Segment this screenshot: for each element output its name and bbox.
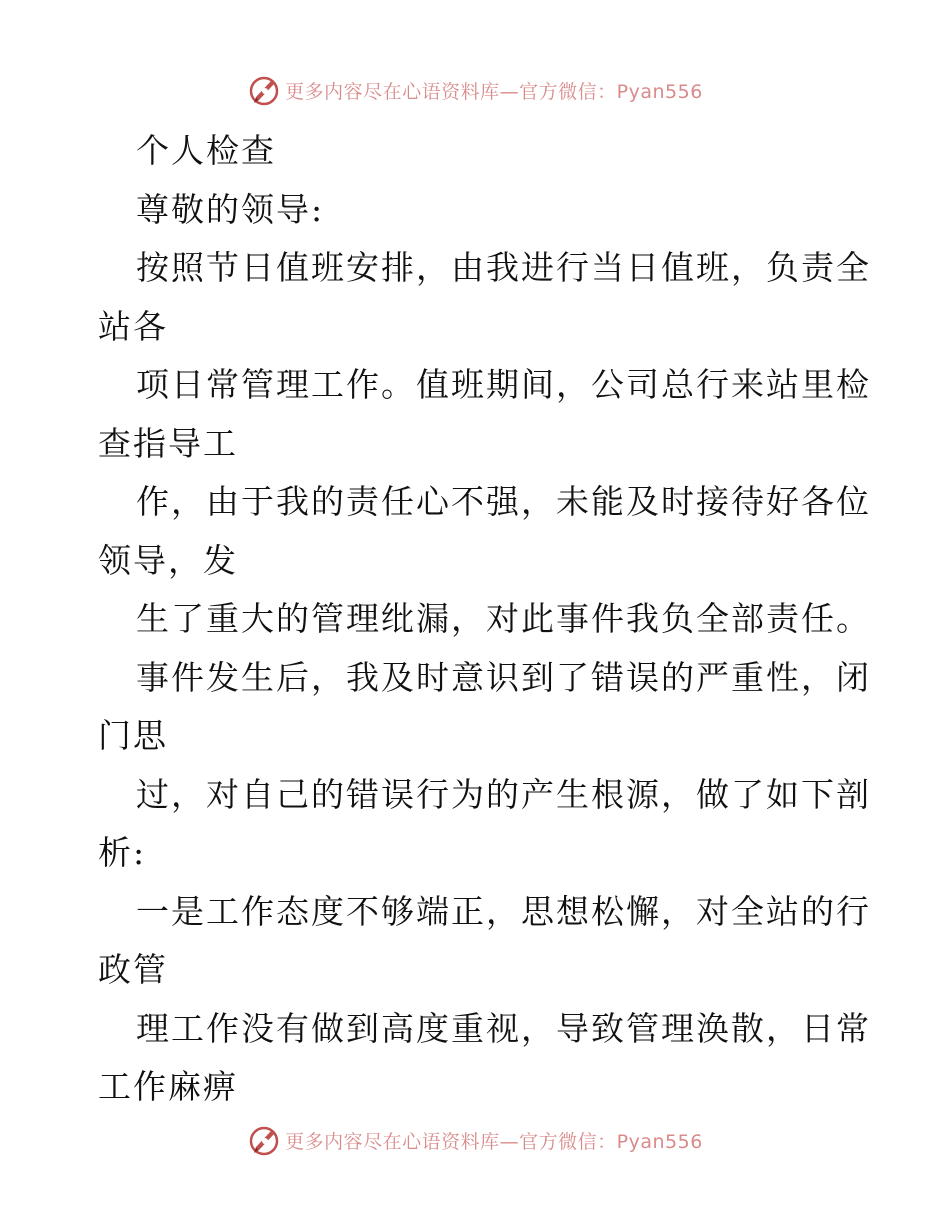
body-line: 按照节日值班安排，由我进行当日值班，负责全 bbox=[136, 248, 871, 287]
body-line: 理工作没有做到高度重视，导致管理涣散，日常 bbox=[136, 1008, 871, 1048]
body-line: 站各 bbox=[98, 306, 168, 346]
body-line: 工作麻痹 bbox=[98, 1067, 238, 1106]
body-line: 项日常管理工作。值班期间，公司总行来站里检 bbox=[136, 365, 871, 404]
body-line: 一是工作态度不够端正，思想松懈，对全站的行 bbox=[136, 891, 871, 931]
body-line: 事件发生后，我及时意识到了错误的严重性，闭 bbox=[136, 657, 871, 697]
body-line: 析: bbox=[98, 833, 147, 872]
body-line: 政管 bbox=[98, 950, 168, 989]
body-line: 领导，发 bbox=[98, 540, 238, 580]
watermark-text: 更多内容尽在心语资料库—官方微信：Pyan556 bbox=[285, 80, 703, 103]
body-line: 生了重大的管理纰漏，对此事件我负全部责任。 bbox=[136, 599, 871, 638]
quill-pen-logo-icon bbox=[247, 73, 281, 107]
header-watermark-banner bbox=[0, 70, 950, 110]
salutation: 尊敬的领导: bbox=[136, 189, 325, 229]
footer-watermark-banner bbox=[0, 1120, 950, 1160]
watermark-text: 更多内容尽在心语资料库—官方微信：Pyan556 bbox=[285, 1130, 703, 1153]
body-line: 查指导工 bbox=[98, 423, 238, 463]
quill-pen-logo-icon bbox=[247, 1123, 281, 1157]
body-line: 作，由于我的责任心不强，未能及时接待好各位 bbox=[136, 482, 871, 521]
document-title: 个人检查 bbox=[136, 131, 276, 170]
body-line: 过，对自己的错误行为的产生根源，做了如下剖 bbox=[136, 774, 871, 814]
body-line: 门思 bbox=[98, 716, 168, 755]
document-body bbox=[98, 122, 871, 1117]
